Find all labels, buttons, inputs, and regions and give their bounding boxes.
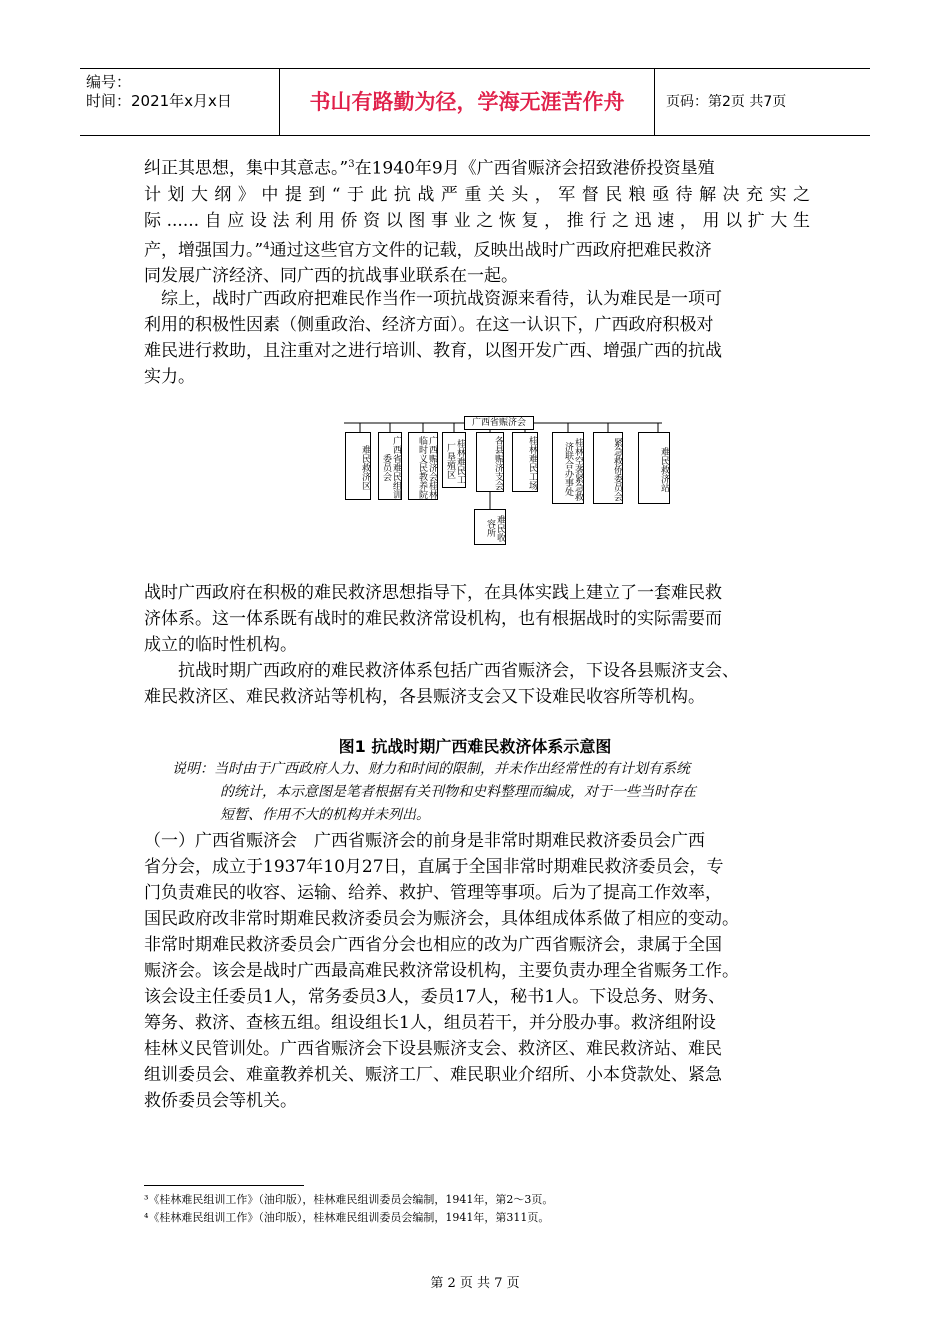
text-line: 桂林义民管训处。广西省赈济会下设县赈济支会、救济区、难民救济站、难民 [144,1039,722,1059]
footnote-divider [144,1185,304,1186]
org-child: 桂林空袭紧急救济联合办事处 [552,432,584,504]
footnote-ref[interactable]: 3 [348,159,355,170]
org-child: 难民救济站 [638,432,670,504]
paragraph-4 [144,658,810,710]
text-line: 际......自应设法利用侨资以图事业之恢复，推行之迅速，用以扩大生 [144,210,810,231]
text-line: 纠正其思想，集中其意志。” [144,158,349,179]
footnote-4: ⁴《桂林难民组训工作》（油印版），桂林难民组训委员会编制，1941年，第311页。 [144,1211,550,1224]
text-line: 赈济会。该会是战时广西最高难民救济常设机构，主要负责办理全省赈务工作。 [144,961,739,981]
org-child: 桂林难民工场 [512,432,538,492]
text-line: 利用的积极性因素（侧重政治、经济方面）。在这一认识下，广西政府积极对 [144,315,714,335]
text-line: 同发展广济经济、同广西的抗战事业联系在一起。 [144,266,518,287]
text-line: 该会设主任委员1人，常务委员3人，委员17人，秘书1人。下设总务、财务、 [144,987,726,1007]
text-line: 济体系。这一体系既有战时的难民救济常设机构，也有根据战时的实际需要而 [144,609,722,629]
text-line: 实力。 [144,367,195,387]
text-line: 在1940年9月《广西省赈济会招致港侨投资垦殖 [354,158,715,179]
text-line: 计划大纲》中提到“于此抗战严重关头，军督民粮亟待解决充实之 [144,184,810,205]
note-line: 短暂、作用不大的机构并未列出。 [220,807,430,823]
note-line: 说明：当时由于广西政府人力、财力和时间的限制，并未作出经常性的有计划有系统 [172,761,690,777]
header-number: 编号： [86,73,132,91]
org-root: 广西省赈济会 [464,416,534,430]
paragraph-5 [144,828,810,1114]
footnote-ref[interactable]: 4 [263,240,270,252]
figure-caption: 图1 抗战时期广西难民救济体系示意图 [338,737,612,756]
header-motto: 书山有路勤为径，学海无涯苦作舟 [280,69,655,135]
page-footer: 第 2 页 共 7 页 [430,1276,520,1291]
text-line: 难民救济区、难民救济站等机构，各县赈济支会又下设难民收容所等机构。 [144,687,705,707]
paragraph-2 [144,286,810,390]
text-line: 省分会，成立于1937年10月27日，直属于全国非常时期难民救济委员会，专 [144,857,724,877]
text-line: 组训委员会、难童教养机关、赈济工厂、难民职业介绍所、小本贷款处、紧急 [144,1065,722,1085]
text-line: 难民进行救助，且注重对之进行培训、教育，以图开发广西、增强广西的抗战 [144,341,722,361]
org-child: 广西赈济会桂林临时义民教养院 [408,432,438,500]
org-child: 难民救济区 [345,432,371,500]
text-line: 通过这些官方文件的记载，反映出战时广西政府把难民救济 [269,240,712,261]
org-child: 各县赈济支会 [476,432,504,492]
text-line: 救侨委员会等机关。 [144,1091,297,1111]
paragraph-3 [144,580,810,658]
header-page: 页码：第2页 共7页 [666,94,787,110]
paragraph-1 [144,152,810,289]
text-line: 产，增强国力。” [144,240,264,261]
org-sub: 难民收容所 [474,509,506,545]
text-line: 国民政府改非常时期难民救济委员会为赈济会，具体组成体系做了相应的变动。 [144,909,739,929]
note-line: 的统计，本示意图是笔者根据有关刊物和史料整理而编成，对于一些当时存在 [220,784,696,800]
org-chart [340,412,670,552]
text-line: 门负责难民的收容、运输、给养、救护、管理等事项。后为了提高工作效率， [144,883,722,903]
text-line: （一）广西省赈济会 广西省赈济会的前身是非常时期难民救济委员会广西 [144,831,705,851]
text-line: 成立的临时性机构。 [144,635,297,655]
org-child: 紧急救侨委员会 [593,432,623,504]
header-time: 时间：2021年x月x日 [86,92,232,110]
text-line: 非常时期难民救济委员会广西省分会也相应的改为广西省赈济会，隶属于全国 [144,935,722,955]
org-child: 广西省难民组训委员会 [378,432,402,500]
page-header [80,68,870,136]
header-meta [80,69,280,135]
text-line: 战时广西政府在积极的难民救济思想指导下，在具体实践上建立了一套难民救 [144,583,722,603]
org-child: 桂林难民工厂垦殖区 [442,432,466,488]
figure-note [172,758,812,827]
footnote-3: ³《桂林难民组训工作》（油印版），桂林难民组训委员会编制，1941年，第2～3页。 [144,1193,554,1206]
text-line: 抗战时期广西政府的难民救济体系包括广西省赈济会，下设各县赈济支会、 [144,661,739,681]
text-line: 综上，战时广西政府把难民作当作一项抗战资源来看待，认为难民是一项可 [144,289,722,309]
text-line: 筹务、救济、查核五组。组设组长1人，组员若干，并分股办事。救济组附设 [144,1013,716,1033]
